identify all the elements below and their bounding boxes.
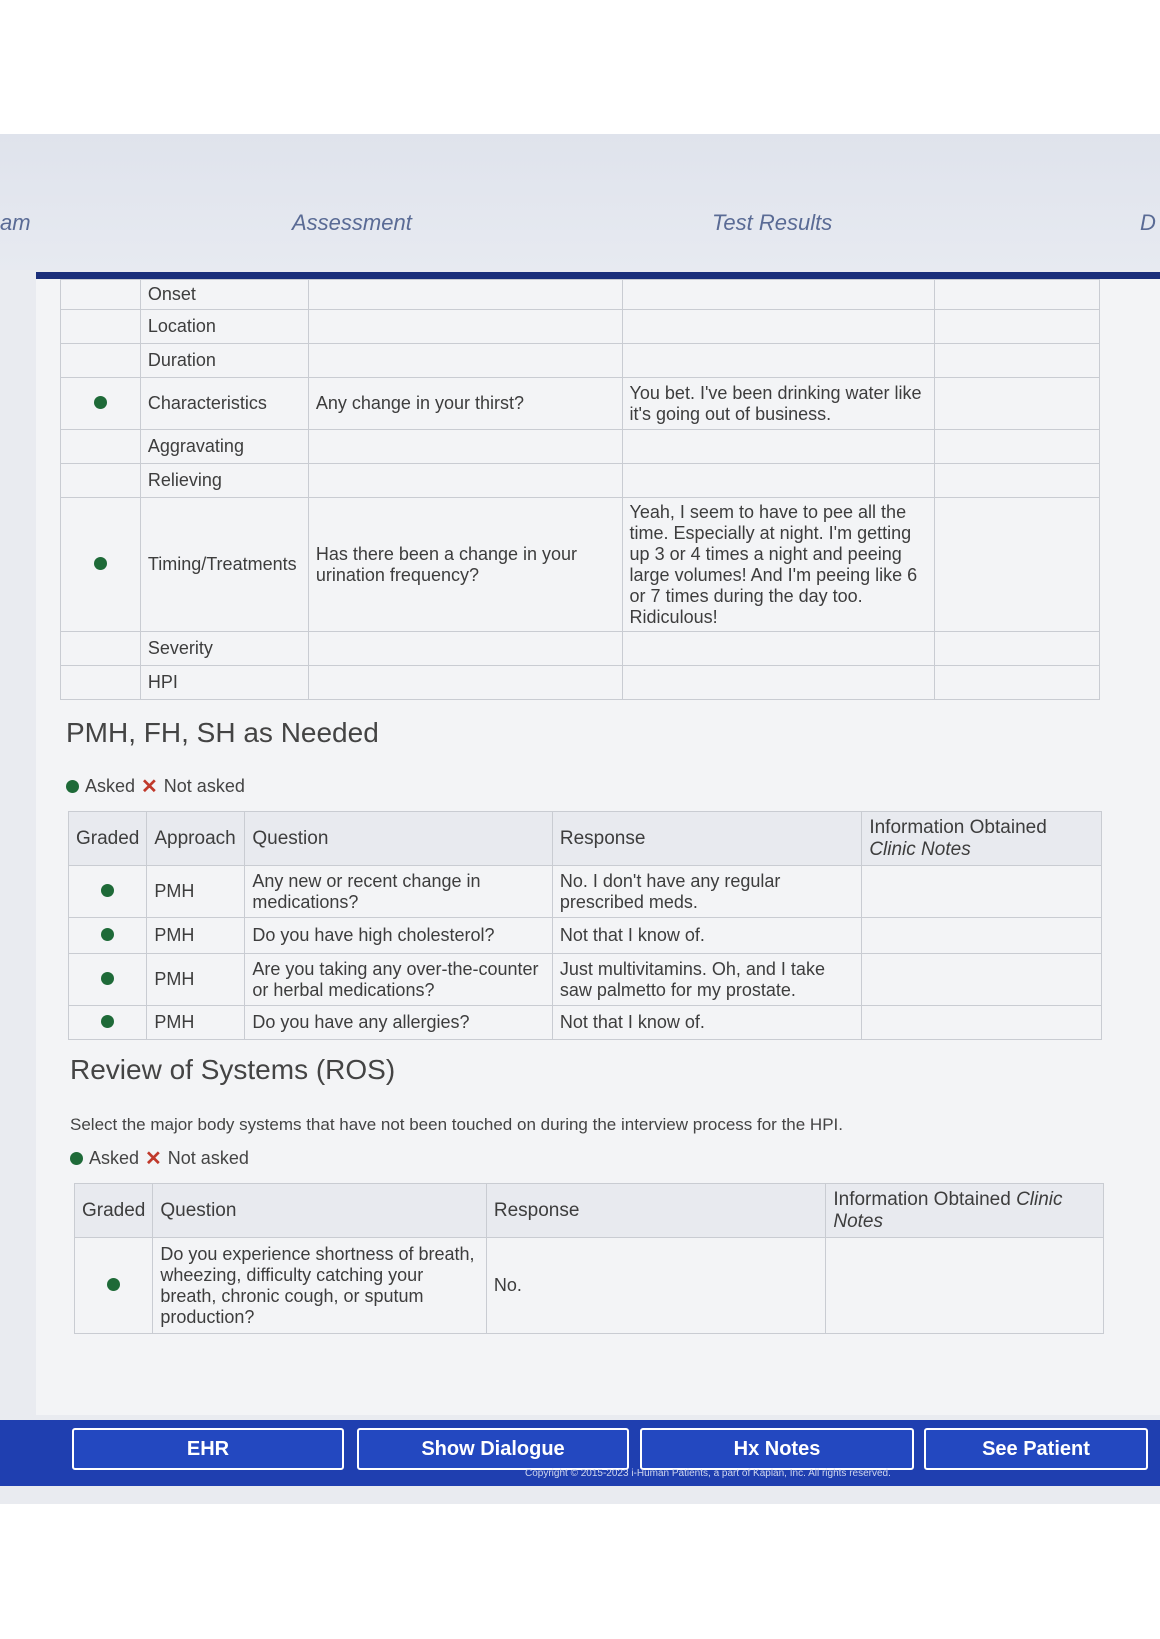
response-cell: Just multivitamins. Oh, and I take saw palmetto for my prostate. [552, 954, 861, 1006]
table-row [75, 1238, 1104, 1334]
ros-section-title: Review of Systems (ROS) [70, 1054, 396, 1085]
asked-dot-icon [101, 928, 114, 941]
graded-cell [61, 344, 141, 378]
ros-legend [70, 1146, 249, 1171]
question-cell: Do you experience shortness of breath, wheezing, difficulty catching your breath, chronic cough, or sputum production? [153, 1238, 487, 1334]
response-cell: Not that I know of. [552, 1006, 861, 1040]
see-patient-button[interactable]: See Patient [924, 1428, 1148, 1470]
hpi-element-cell: Aggravating [140, 430, 308, 464]
tab-exam-partial[interactable]: am [0, 210, 31, 235]
table-row [61, 666, 1100, 700]
response-cell: No. [486, 1238, 825, 1334]
graded-cell [61, 280, 141, 310]
clinic-notes-cell[interactable] [935, 464, 1100, 498]
bottom-nav-bar [0, 1420, 1160, 1486]
approach-cell: PMH [147, 866, 245, 918]
ros-table [74, 1183, 1104, 1334]
hpi-table [60, 279, 1100, 700]
response-cell: Not that I know of. [552, 918, 861, 954]
pmh-table [68, 811, 1102, 1040]
approach-cell: PMH [147, 1006, 245, 1040]
asked-dot-icon [101, 884, 114, 897]
question-cell: Has there been a change in your urination frequency? [308, 498, 622, 632]
graded-cell [61, 464, 141, 498]
response-cell [622, 666, 935, 700]
clinic-notes-cell[interactable] [935, 378, 1100, 430]
tab-partial-right[interactable]: D [1140, 210, 1156, 235]
legend-not-asked-label: Not asked [163, 776, 245, 796]
asked-dot-icon [94, 396, 107, 409]
hpi-element-cell: Onset [140, 280, 308, 310]
tab-assessment[interactable]: Assessment [292, 210, 412, 235]
legend-asked-label: Asked [89, 1148, 140, 1168]
pmh-legend [66, 774, 245, 799]
table-row [61, 310, 1100, 344]
clinic-notes-cell[interactable] [935, 430, 1100, 464]
content-panel [36, 272, 1160, 1415]
header-response: Response [486, 1184, 825, 1238]
info-obtained-label: Information Obtained [833, 1188, 1011, 1210]
not-asked-x-icon: ✕ [141, 776, 158, 798]
graded-cell [69, 918, 147, 954]
graded-cell [61, 378, 141, 430]
question-cell [308, 310, 622, 344]
approach-cell: PMH [147, 954, 245, 1006]
clinic-notes-cell[interactable] [862, 866, 1102, 918]
header-graded: Graded [69, 812, 147, 866]
question-cell: Any new or recent change in medications? [245, 866, 552, 918]
clinic-notes-cell[interactable] [862, 1006, 1102, 1040]
graded-cell [75, 1238, 153, 1334]
approach-cell: PMH [147, 918, 245, 954]
hpi-element-cell: Timing/Treatments [140, 498, 308, 632]
hpi-element-cell: Duration [140, 344, 308, 378]
asked-dot-icon [101, 972, 114, 985]
header-question: Question [153, 1184, 487, 1238]
tab-test-results[interactable]: Test Results [712, 210, 833, 235]
hpi-element-cell: Characteristics [140, 378, 308, 430]
table-row [69, 918, 1102, 954]
question-cell [308, 280, 622, 310]
graded-cell [61, 632, 141, 666]
question-cell [308, 344, 622, 378]
clinic-notes-cell[interactable] [935, 632, 1100, 666]
graded-cell [61, 498, 141, 632]
clinic-notes-cell[interactable] [862, 918, 1102, 954]
clinic-notes-cell[interactable] [826, 1238, 1104, 1334]
clinic-notes-cell[interactable] [935, 344, 1100, 378]
question-cell [308, 666, 622, 700]
hx-notes-button[interactable]: Hx Notes [640, 1428, 914, 1470]
show-dialogue-button[interactable]: Show Dialogue [357, 1428, 629, 1470]
table-row [61, 632, 1100, 666]
hpi-element-cell: Location [140, 310, 308, 344]
copyright-text: Copyright © 2015-2023 i-Human Patients, a part of Kaplan, Inc. All rights reserved. [525, 1468, 891, 1479]
table-row [61, 344, 1100, 378]
graded-cell [61, 310, 141, 344]
info-obtained-label: Information Obtained [869, 816, 1047, 838]
graded-cell [69, 1006, 147, 1040]
table-row [69, 954, 1102, 1006]
hpi-element-cell: Relieving [140, 464, 308, 498]
response-cell: Yeah, I seem to have to pee all the time. Especially at night. I'm getting up 3 or 4 times a night and peeing large volumes! And I'm peeing like 6 or 7 times during the day too. Ridiculous! [622, 498, 935, 632]
hpi-element-cell: Severity [140, 632, 308, 666]
response-cell [622, 430, 935, 464]
question-cell [308, 632, 622, 666]
pmh-section-title: PMH, FH, SH as Needed [66, 717, 379, 748]
clinic-notes-cell[interactable] [935, 310, 1100, 344]
graded-cell [69, 954, 147, 1006]
legend-asked-label: Asked [85, 776, 136, 796]
header-response: Response [552, 812, 861, 866]
question-cell: Do you have any allergies? [245, 1006, 552, 1040]
response-cell [622, 344, 935, 378]
question-cell: Are you taking any over-the-counter or herbal medications? [245, 954, 552, 1006]
graded-cell [61, 430, 141, 464]
tab-bar [0, 134, 1160, 270]
legend-not-asked-label: Not asked [167, 1148, 249, 1168]
clinic-label: Clinic [1016, 1188, 1063, 1210]
question-cell [308, 464, 622, 498]
graded-cell [69, 866, 147, 918]
header-info [826, 1184, 1104, 1238]
notes-label: Notes [833, 1210, 883, 1232]
ehr-button[interactable]: EHR [72, 1428, 344, 1470]
graded-cell [61, 666, 141, 700]
question-cell: Do you have high cholesterol? [245, 918, 552, 954]
asked-dot-icon [70, 1152, 83, 1165]
asked-dot-icon [107, 1278, 120, 1291]
header-graded: Graded [75, 1184, 153, 1238]
not-asked-x-icon: ✕ [145, 1148, 162, 1170]
ros-instruction: Select the major body systems that have not been touched on during the interview process for the HPI. [70, 1115, 843, 1134]
asked-dot-icon [94, 557, 107, 570]
hpi-element-cell: HPI [140, 666, 308, 700]
header-info [862, 812, 1102, 866]
app-screen [0, 134, 1160, 1504]
response-cell [622, 310, 935, 344]
header-approach: Approach [147, 812, 245, 866]
asked-dot-icon [66, 780, 79, 793]
clinic-notes-cell[interactable] [935, 498, 1100, 632]
response-cell [622, 632, 935, 666]
question-cell: Any change in your thirst? [308, 378, 622, 430]
asked-dot-icon [101, 1015, 114, 1028]
response-cell [622, 464, 935, 498]
table-row [61, 378, 1100, 430]
header-question: Question [245, 812, 552, 866]
clinic-notes-cell[interactable] [935, 666, 1100, 700]
table-row [61, 464, 1100, 498]
clinic-notes-cell[interactable] [862, 954, 1102, 1006]
table-row [61, 280, 1100, 310]
table-row [69, 866, 1102, 918]
response-cell: You bet. I've been drinking water like it's going out of business. [622, 378, 935, 430]
table-row [61, 430, 1100, 464]
table-row [61, 498, 1100, 632]
response-cell [622, 280, 935, 310]
clinic-notes-label: Clinic Notes [869, 838, 971, 860]
table-row [69, 1006, 1102, 1040]
clinic-notes-cell[interactable] [935, 280, 1100, 310]
response-cell: No. I don't have any regular prescribed meds. [552, 866, 861, 918]
question-cell [308, 430, 622, 464]
